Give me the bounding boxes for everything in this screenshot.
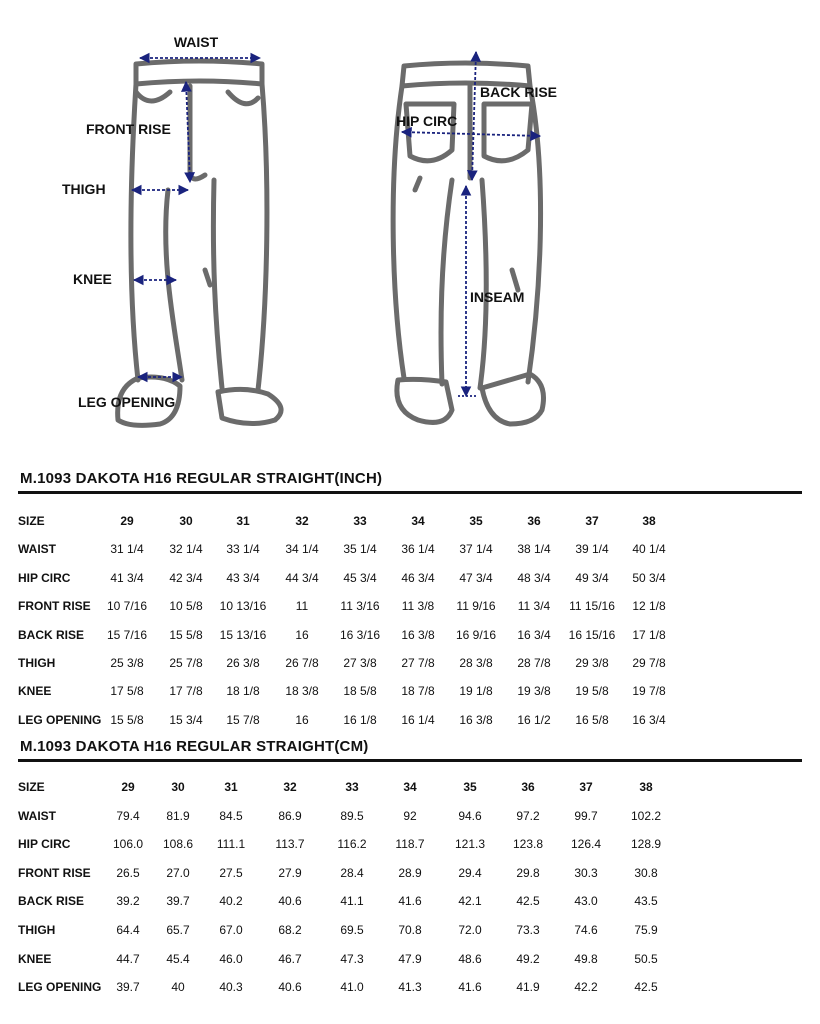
table-cell: 48.6	[458, 951, 482, 966]
size-header-cell: 33	[353, 514, 367, 528]
table-cell: 70.8	[398, 923, 422, 937]
leg-opening-label: LEG OPENING	[78, 394, 176, 410]
size-header-cell: 33	[345, 780, 359, 794]
cm-table-divider	[18, 759, 802, 762]
table-cell: 50.5	[634, 951, 658, 966]
table-cell: 16	[295, 712, 309, 727]
table-cell: 41.1	[340, 894, 364, 909]
table-cell: 29.8	[516, 865, 540, 880]
table-cell: 118.7	[395, 837, 425, 852]
table-cell: 74.6	[574, 923, 598, 937]
table-row	[0, 625, 820, 645]
table-cell: 15 7/16	[106, 627, 148, 642]
size-header-label: SIZE	[18, 780, 45, 794]
measurement-label: FRONT RISE	[18, 599, 91, 614]
table-cell: 11 3/8	[401, 599, 435, 614]
back-rise-arrow	[472, 52, 476, 180]
table-cell: 28 3/8	[459, 656, 493, 670]
measurement-label: THIGH	[18, 923, 56, 937]
table-cell: 40	[171, 980, 185, 995]
table-cell: 40 1/4	[632, 542, 666, 557]
table-cell: 11 3/4	[517, 599, 551, 614]
table-cell: 48 3/4	[517, 570, 551, 585]
size-header-cell: 32	[283, 780, 297, 794]
measurement-label: WAIST	[18, 808, 56, 823]
table-cell: 18 1/8	[226, 684, 260, 699]
size-header-cell: 36	[521, 780, 535, 794]
table-cell: 10 13/16	[219, 599, 267, 614]
table-row	[0, 834, 820, 854]
table-cell: 46.7	[278, 951, 302, 966]
table-cell: 17 5/8	[110, 684, 144, 699]
measurement-label: THIGH	[18, 656, 56, 670]
size-header-cell: 32	[295, 514, 309, 528]
table-cell: 11 9/16	[456, 599, 496, 614]
table-cell: 121.3	[454, 837, 486, 852]
table-cell: 16 3/4	[632, 712, 666, 727]
table-cell: 49.8	[574, 951, 598, 966]
table-cell: 12 1/8	[632, 599, 666, 614]
table-cell: 47.9	[398, 951, 422, 966]
measurement-label: KNEE	[18, 684, 52, 699]
table-cell: 34 1/4	[285, 542, 319, 557]
table-cell: 42 3/4	[169, 570, 203, 585]
table-cell: 30.3	[574, 865, 598, 880]
table-row	[0, 891, 820, 911]
table-cell: 42.2	[574, 980, 598, 995]
table-cell: 65.7	[166, 923, 190, 937]
table-cell: 72.0	[458, 923, 482, 937]
cm-table-title: M.1093 DAKOTA H16 REGULAR STRAIGHT(CM)	[20, 738, 369, 755]
table-row	[0, 710, 820, 730]
table-cell: 97.2	[516, 808, 540, 823]
table-cell: 43 3/4	[226, 570, 260, 585]
table-cell: 25 3/8	[110, 656, 144, 670]
table-cell: 68.2	[278, 923, 302, 937]
table-cell: 11	[295, 599, 309, 614]
table-cell: 123.8	[512, 837, 544, 852]
table-cell: 37 1/4	[459, 542, 493, 557]
table-cell: 39.7	[166, 894, 190, 909]
table-cell: 15 5/8	[110, 712, 144, 727]
table-cell: 27 3/8	[343, 656, 377, 670]
table-cell: 31 1/4	[110, 542, 144, 557]
table-cell: 16 1/4	[401, 712, 435, 727]
table-cell: 18 7/8	[401, 684, 435, 699]
table-cell: 28.9	[398, 865, 422, 880]
table-cell: 16 15/16	[568, 627, 616, 642]
table-cell: 64.4	[116, 923, 140, 937]
table-row	[0, 920, 820, 940]
table-cell: 35 1/4	[343, 542, 377, 557]
front-jeans-illustration	[118, 61, 281, 425]
table-cell: 46 3/4	[401, 570, 435, 585]
table-cell: 25 7/8	[169, 656, 203, 670]
table-cell: 39.2	[116, 894, 140, 909]
table-row	[0, 949, 820, 969]
table-cell: 99.7	[574, 808, 598, 823]
table-cell: 79.4	[116, 808, 140, 823]
table-header-row	[0, 511, 820, 531]
table-row	[0, 539, 820, 559]
table-cell: 32 1/4	[169, 542, 203, 557]
table-cell: 75.9	[634, 923, 658, 937]
table-cell: 18 3/8	[285, 684, 319, 699]
size-header-cell: 36	[527, 514, 541, 528]
table-cell: 45.4	[166, 951, 190, 966]
table-cell: 33 1/4	[226, 542, 260, 557]
table-cell: 28 7/8	[517, 656, 551, 670]
table-cell: 44 3/4	[285, 570, 319, 585]
table-row	[0, 653, 820, 673]
table-cell: 108.6	[162, 837, 194, 852]
table-cell: 111.1	[216, 837, 246, 852]
table-cell: 81.9	[166, 808, 190, 823]
table-cell: 49.2	[516, 951, 540, 966]
size-header-cell: 35	[463, 780, 477, 794]
table-cell: 15 13/16	[219, 627, 267, 642]
measurement-arrows	[132, 52, 540, 396]
table-cell: 26.5	[116, 865, 140, 880]
table-cell: 41 3/4	[110, 570, 144, 585]
table-cell: 116.2	[337, 837, 367, 852]
table-cell: 10 7/16	[106, 599, 148, 614]
table-cell: 10 5/8	[169, 599, 203, 614]
table-cell: 44.7	[116, 951, 140, 966]
table-row	[0, 863, 820, 883]
table-cell: 16 1/2	[517, 712, 551, 727]
size-header-cell: 35	[469, 514, 483, 528]
table-cell: 15 5/8	[169, 627, 203, 642]
size-header-cell: 38	[642, 514, 656, 528]
table-row	[0, 806, 820, 826]
table-cell: 128.9	[630, 837, 662, 852]
table-cell: 40.2	[219, 894, 243, 909]
table-cell: 41.6	[398, 894, 422, 909]
table-cell: 67.0	[219, 923, 243, 937]
measurement-label: LEG OPENING	[18, 980, 102, 995]
measurement-label: BACK RISE	[18, 894, 85, 909]
inch-table-divider	[18, 491, 802, 494]
measurement-diagram	[0, 0, 820, 440]
table-cell: 94.6	[458, 808, 482, 823]
waist-label: WAIST	[173, 34, 219, 50]
measurement-label: LEG OPENING	[18, 712, 102, 727]
front-rise-label: FRONT RISE	[86, 121, 171, 137]
measurement-label: BACK RISE	[18, 627, 85, 642]
table-cell: 29 7/8	[632, 656, 666, 670]
measurement-label: HIP CIRC	[18, 837, 71, 852]
table-cell: 43.0	[574, 894, 598, 909]
table-cell: 126.4	[570, 837, 602, 852]
table-cell: 27 7/8	[401, 656, 435, 670]
table-cell: 27.5	[219, 865, 243, 880]
table-cell: 39.7	[116, 980, 140, 995]
size-header-cell: 29	[121, 780, 135, 794]
thigh-label: THIGH	[62, 181, 106, 197]
table-cell: 19 7/8	[632, 684, 666, 699]
table-cell: 29.4	[458, 865, 482, 880]
table-cell: 47 3/4	[459, 570, 493, 585]
table-cell: 16 3/8	[401, 627, 435, 642]
table-cell: 84.5	[219, 808, 243, 823]
table-cell: 92	[403, 808, 417, 823]
table-cell: 27.9	[278, 865, 302, 880]
table-cell: 40.6	[278, 980, 302, 995]
table-cell: 16 3/8	[459, 712, 493, 727]
measurement-label: HIP CIRC	[18, 570, 71, 585]
table-cell: 16 3/4	[517, 627, 551, 642]
size-header-cell: 34	[411, 514, 425, 528]
table-cell: 29 3/8	[575, 656, 609, 670]
table-cell: 42.1	[458, 894, 482, 909]
table-cell: 102.2	[630, 808, 662, 823]
size-header-cell: 30	[171, 780, 185, 794]
table-cell: 50 3/4	[632, 570, 666, 585]
table-cell: 36 1/4	[401, 542, 435, 557]
table-cell: 11 3/16	[340, 599, 380, 614]
table-cell: 16 3/16	[339, 627, 381, 642]
table-cell: 15 7/8	[226, 712, 260, 727]
table-row	[0, 681, 820, 701]
table-cell: 40.3	[219, 980, 243, 995]
size-header-label: SIZE	[18, 514, 45, 528]
table-cell: 41.3	[398, 980, 422, 995]
inseam-label: INSEAM	[470, 289, 525, 305]
table-cell: 69.5	[340, 923, 364, 937]
measurement-label: WAIST	[18, 542, 56, 557]
table-cell: 41.0	[340, 980, 364, 995]
table-cell: 16 9/16	[455, 627, 497, 642]
table-cell: 46.0	[219, 951, 243, 966]
size-header-cell: 37	[585, 514, 599, 528]
table-header-row	[0, 777, 820, 797]
size-header-cell: 31	[236, 514, 250, 528]
size-header-cell: 38	[639, 780, 653, 794]
table-cell: 27.0	[166, 865, 190, 880]
table-cell: 19 3/8	[517, 684, 551, 699]
table-cell: 42.5	[634, 980, 658, 995]
table-cell: 41.6	[458, 980, 482, 995]
table-cell: 113.7	[275, 837, 305, 852]
size-header-cell: 31	[224, 780, 238, 794]
table-cell: 30.8	[634, 865, 658, 880]
table-cell: 86.9	[278, 808, 302, 823]
table-cell: 17 1/8	[632, 627, 666, 642]
table-cell: 11 15/16	[569, 599, 615, 614]
knee-label: KNEE	[73, 271, 112, 287]
table-cell: 26 7/8	[285, 656, 319, 670]
table-cell: 18 5/8	[343, 684, 377, 699]
table-cell: 45 3/4	[343, 570, 377, 585]
table-cell: 49 3/4	[575, 570, 609, 585]
table-cell: 19 5/8	[575, 684, 609, 699]
table-cell: 42.5	[516, 894, 540, 909]
table-cell: 39 1/4	[575, 542, 609, 557]
size-header-cell: 34	[403, 780, 417, 794]
measurement-label: KNEE	[18, 951, 52, 966]
hip-circ-label: HIP CIRC	[396, 113, 458, 129]
table-row	[0, 596, 820, 616]
table-cell: 19 1/8	[459, 684, 493, 699]
table-cell: 47.3	[340, 951, 364, 966]
inch-table-title: M.1093 DAKOTA H16 REGULAR STRAIGHT(INCH)	[20, 470, 383, 487]
measurement-label: FRONT RISE	[18, 865, 91, 880]
table-cell: 106.0	[112, 837, 144, 852]
back-rise-label: BACK RISE	[480, 84, 558, 100]
size-header-cell: 30	[179, 514, 193, 528]
table-cell: 26 3/8	[226, 656, 260, 670]
table-cell: 89.5	[340, 808, 364, 823]
table-cell: 16	[295, 627, 309, 642]
table-cell: 73.3	[516, 923, 540, 937]
table-cell: 38 1/4	[517, 542, 551, 557]
table-cell: 28.4	[340, 865, 364, 880]
table-cell: 17 7/8	[169, 684, 203, 699]
table-cell: 16 5/8	[575, 712, 609, 727]
table-cell: 41.9	[516, 980, 540, 995]
size-header-cell: 29	[120, 514, 134, 528]
table-cell: 16 1/8	[343, 712, 377, 727]
table-cell: 43.5	[634, 894, 658, 909]
table-cell: 15 3/4	[169, 712, 203, 727]
table-row	[0, 977, 820, 997]
table-row	[0, 568, 820, 588]
table-cell: 40.6	[278, 894, 302, 909]
size-header-cell: 37	[579, 780, 593, 794]
